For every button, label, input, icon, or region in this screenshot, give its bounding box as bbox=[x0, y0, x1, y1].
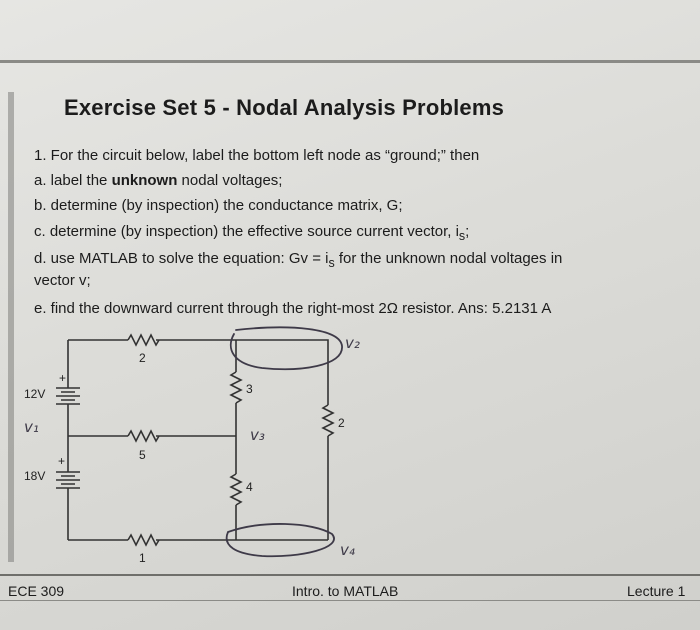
resistor-4 bbox=[231, 474, 241, 505]
node-circle-top bbox=[231, 327, 342, 369]
part-d-sub: s bbox=[328, 256, 335, 270]
part-a-pre: a. label the bbox=[34, 172, 112, 189]
part-c-pre: c. determine (by inspection) the effective source current vector, i bbox=[34, 223, 459, 240]
hand-v2: v₂ bbox=[345, 334, 360, 352]
label-r-4: 4 bbox=[246, 480, 253, 494]
problem-part-b: b. determine (by inspection) the conductance matrix, G; bbox=[34, 197, 403, 214]
footer-subject: Intro. to MATLAB bbox=[292, 583, 399, 599]
battery-12v-plates bbox=[56, 388, 80, 404]
resistor-5 bbox=[128, 431, 159, 441]
part-c-post: ; bbox=[465, 223, 470, 240]
hand-v4: v₄ bbox=[340, 541, 355, 559]
wire-top-right bbox=[156, 340, 328, 375]
footer-course: ECE 309 bbox=[8, 583, 65, 599]
footer-rule-lower bbox=[0, 600, 700, 601]
resistor-2-top bbox=[128, 335, 159, 345]
label-r-3: 3 bbox=[246, 382, 253, 396]
footer-lecture: Lecture 1 bbox=[627, 583, 686, 599]
polarity-12v: + bbox=[59, 371, 67, 385]
part-a-post: nodal voltages; bbox=[177, 172, 283, 189]
label-r-top: 2 bbox=[139, 351, 146, 365]
label-12v: 12V bbox=[24, 387, 46, 401]
label-18v: 18V bbox=[24, 469, 46, 483]
problem-part-e: e. find the downward current through the right-most 2Ω resistor. Ans: 5.2131 A bbox=[34, 300, 552, 317]
problem-intro: 1. For the circuit below, label the bottom left node as “ground;” then bbox=[34, 147, 480, 164]
part-c-sub: s bbox=[458, 229, 466, 243]
problem-part-d-continued: vector v; bbox=[34, 272, 91, 289]
footer-rule bbox=[0, 574, 700, 576]
hand-v3: v₃ bbox=[250, 426, 265, 444]
page-title: Exercise Set 5 - Nodal Analysis Problems bbox=[64, 95, 505, 120]
hand-v1: v₁ bbox=[24, 418, 39, 436]
resistor-1 bbox=[128, 535, 159, 545]
polarity-18v: + bbox=[58, 454, 66, 468]
label-r-5: 5 bbox=[139, 448, 146, 462]
resistor-3 bbox=[231, 372, 241, 403]
label-r-1: 1 bbox=[139, 551, 146, 565]
resistor-2-right bbox=[323, 405, 333, 436]
part-d-pre: d. use MATLAB to solve the equation: Gv = i bbox=[34, 250, 329, 267]
battery-18v-plates bbox=[56, 472, 80, 488]
part-d-post: for the unknown nodal voltages in bbox=[334, 250, 563, 267]
part-a-bold: unknown bbox=[111, 172, 178, 189]
label-r-right: 2 bbox=[338, 416, 345, 430]
